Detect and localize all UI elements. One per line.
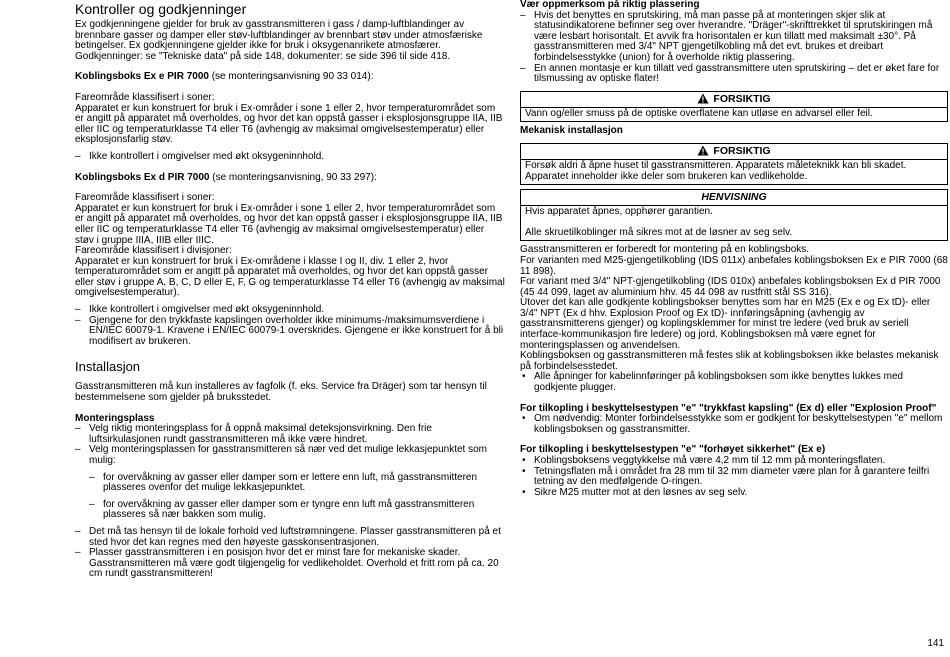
- mounting-item-2a: – for overvåkning av gasser eller damper som er lettere enn luft, må gasstransmitteren plasseres ovenfor det mulige lekkasjepunktet.: [75, 473, 505, 494]
- notice-text-1: Hvis apparatet åpnes, opphører garantien.: [525, 206, 713, 218]
- section-title-installation: Installasjon: [75, 359, 141, 375]
- mech-para-5: Koblingsboksen og gasstransmitteren må festes slik at koblingsboksen ikke belastes mekanisk på forbindelsesstedet.: [520, 350, 939, 372]
- caution-2-label: FORSIKTIG: [713, 144, 771, 157]
- notice-text-2: Alle skruetilkoblinger må sikres mot at de løsner av seg selv.: [525, 226, 793, 238]
- mounting-item-2: – Velg monteringsplassen for gasstransmitteren så nær ved det mulige lekkasjepunktet som mulig:: [75, 445, 505, 466]
- approvals-intro: Ex godkjenningene gjelder for bruk av gasstransmitteren i gass / damp-luftblandinger av brennbare gasser og damper eller støv-luftblandinger av brennbart støv under atmosfæriske betingelser. Ex godkjenningene gjelder ikke for bruk i oksygenanrikete atmosfærer. Godkjenninger: se "Tekniske data" på side 148, dokumenter: se side 396 til side 418.: [75, 19, 483, 62]
- junction-box-exe-title: Koblingsboks Ex e PIR 7000: [75, 71, 209, 83]
- mech-para-1: Gasstransmitteren er forberedt for montering på en koblingsboks.: [520, 244, 810, 256]
- mech-para-3: For variant med 3/4" NPT-gjengetilkobling (IDS 010x) anbefales koblingsboksen Ex d PIR 7000 (45 44 099, laget av aluminium hhv. 45 44 098 av rustfritt stål SS 316).: [520, 276, 941, 298]
- caution-box-1: [520, 91, 948, 123]
- attention-item-2: – En annen montasje er kun tillatt ved gasstransmittere uten sprutskiring – det er øket fare for tilsmussing av optiske flater!: [520, 64, 948, 85]
- exd-zone-label: Fareområde klassifisert i soner:: [75, 192, 215, 204]
- attention-title: Vær oppmerksom på riktig plassering: [520, 0, 700, 10]
- right-column: [520, 0, 948, 498]
- exe-bullet-1: • Koblingsboksens veggtykkelse må være 4,2 mm til 12 mm på monteringsflaten.: [520, 456, 948, 467]
- exd-dash-threads: – Gjengene for den trykkfaste kapslingen overholder ikke minimums-/maksimumsverdiene i EN/IEC 60079-1. Kravene i EN/IEC 60079-1 overskrides. Gjengene er ikke konstruert for å bli modifisert av brukeren.: [75, 316, 505, 348]
- section-title-approvals: Kontroller og godkjenninger: [75, 1, 247, 17]
- caution-1-text: Vann og/eller smuss på de optiske overflatene kan utløse en advarsel eller feil.: [525, 107, 873, 119]
- mechanical-installation-title: Mekanisk installasjon: [520, 125, 623, 137]
- installation-text: Gasstransmitteren må kun installeres av fagfolk (f. eks. Service fra Dräger) som tar hensyn til bestemmelsene som gjelder på bruksstedet.: [75, 381, 487, 404]
- junction-box-exd-title: Koblingsboks Ex d PIR 7000: [75, 171, 210, 183]
- warning-triangle-icon: [697, 93, 709, 104]
- exd-zone-text: Apparatet er kun konstruert for bruk i Ex-områder i sone 1 eller 2, hvor temperaturområdet som er angitt på apparatet må overholdes, og hvor det kan oppstå gasser i eksplosjonsgruppe IIA, IIB eller IIC og temperaturklasse T4 eller T6 (avhengig av maksimal omgivelsestemperatur) eller støv i gruppe IIIA, IIIB eller IIIC.: [75, 202, 503, 246]
- junction-box-exe-ref: (se monteringsanvisning 90 33 014):: [208, 71, 374, 83]
- junction-box-exd-ref: (se monteringsanvisning, 90 33 297):: [209, 171, 377, 183]
- caution-box-1-header: [521, 92, 947, 108]
- exd-connection-title: For tilkopling i beskyttelsestypen "e" "trykkfast kapsling" (Ex d) eller "Explosion Proof": [520, 402, 937, 414]
- attention-item-1: – Hvis det benyttes en sprutskiring, må man passe på at monteringen skjer slik at statusindikatorene befinner seg over hverandre. "Dräger"-skrifttrekket til sprutskiringen må være lesbart horisontalt. Et avvik fra horisontalen er kun tillatt med maksimalt ±30°. På gasstransmitteren med 3/4" NPT gjengetilkobling må det evt. brukes et dreibart forbindelsesstykke (union) for å overholde riktig plassering.: [520, 11, 948, 64]
- exe-connection-title: For tilkopling i beskyttelsestypen "e" "forhøyet sikkerhet" (Ex e): [520, 444, 826, 456]
- mounting-title: Monteringsplass: [75, 412, 155, 424]
- exe-zone-text: Apparatet er kun konstruert for bruk i Ex-områder i sone 1 eller 2, hvor temperaturområdet som er angitt på apparatet må overholdes, og hvor det kan oppstå gasser i eksplosjonsgruppe IIA, IIB eller IIC og temperaturklasse T4 eller T6 (avhengig av maksimal omgivelsestemperatur) eller eksplosjonsfarlig støv.: [75, 102, 503, 146]
- exd-div-text: Apparatet er kun konstruert for bruk i Ex-områdene i klasse I og II, div. 1 eller 2, hvor temperaturområdet som er angitt på apparatet må overholdes, og hvor det kan oppstå gasser eller støv i gruppe A, B, C, D eller E, F, G og temperaturklasse T4 eller T6 (avhengig av maksimal omgivelsestemperatur).: [75, 255, 505, 299]
- notice-box: [520, 189, 948, 241]
- mounting-item-4: – Plasser gasstransmitteren i en posisjon hvor det er minst fare for mekaniske skader. Gasstransmitteren må være godt tilgjengelig for vedlikeholdet. Overhold et fritt rom på ca. 20 cm rundt gasstransmitteren!: [75, 548, 505, 580]
- caution-1-label: FORSIKTIG: [713, 92, 771, 105]
- caution-box-2-header: [521, 144, 947, 160]
- mounting-item-3: – Det må tas hensyn til de lokale forhold ved luftstrømningene. Plasser gasstransmitteren på et sted hvor det kan regnes med den høyeste gasskonsentrasjonen.: [75, 527, 505, 548]
- exe-bullet-2: • Tetningsflaten må i området fra 28 mm til 32 mm diameter være plan for å garantere feilfri tetning av den medfølgende O-ringen.: [520, 467, 948, 488]
- notice-label: HENVISNING: [521, 190, 947, 206]
- junction-box-exd-heading: [75, 173, 505, 184]
- mech-bullet-1: • Alle åpninger for kabelinnføringer på koblingsboksen som ikke benyttes lukkes med godkjente plugger.: [520, 372, 948, 393]
- caution-2-text: Forsøk aldri å åpne huset til gasstransmitteren. Apparatets måleteknikk kan bli skadet. Apparatet inneholder ikke deler som brukeren kan vedlikeholde.: [525, 159, 907, 182]
- mounting-item-1: – Velg riktig monteringsplass for å oppnå maksimal deteksjonsvirkning. Den frie luftsirkulasjonen rundt gasstransmitteren må ikke være hindret.: [75, 424, 505, 445]
- junction-box-exe-heading: [75, 72, 505, 83]
- caution-box-2: [520, 143, 948, 185]
- mech-para-4: Utover det kan alle godkjente koblingsbokser benyttes som har en M25 (Ex e og Ex tD)- eller 3/4" NPT (Ex d hhv. Explosion Proof og Ex tD)- innføringsåpning (avhengig av gasstransmitterens gjenger) og koplingsklemmer for minst tre ledere (ved bruk av seriell interface-kommunikasjon fire ledere) og jord. Koblingsboksen må være egnet for monteringsplassen og anvendelsen.: [520, 297, 931, 351]
- notice-body: [521, 206, 947, 240]
- exd-connection-bullet: • Om nødvendig: Monter forbindelsesstykke som er godkjent for beskyttelsestypen "e" mellom koblingsboksen og gasstransmitter.: [520, 414, 948, 435]
- exe-dash-oxygen: – Ikke kontrollert i omgivelser med økt oksygeninnhold.: [75, 152, 505, 163]
- mech-para-2: For varianten med M25-gjengetilkobling (IDS 011x) anbefales koblingsboksen Ex e PIR 7000 (68 11 898).: [520, 254, 948, 277]
- warning-triangle-icon: [697, 145, 709, 156]
- mounting-item-2b: – for overvåkning av gasser eller damper som er tyngre enn luft må gasstransmitteren plasseres så nær bakken som mulig.: [75, 500, 505, 521]
- exd-dash-oxygen: – Ikke kontrollert i omgivelser med økt oksygeninnhold.: [75, 305, 505, 316]
- exd-div-label: Fareområde klassifisert i divisjoner:: [75, 245, 232, 257]
- left-column: [75, 0, 505, 580]
- exe-bullet-3: • Sikre M25 mutter mot at den løsnes av seg selv.: [520, 488, 948, 499]
- page-number: 141: [927, 638, 944, 649]
- exe-zone-label: Fareområde klassifisert i soner:: [75, 91, 215, 103]
